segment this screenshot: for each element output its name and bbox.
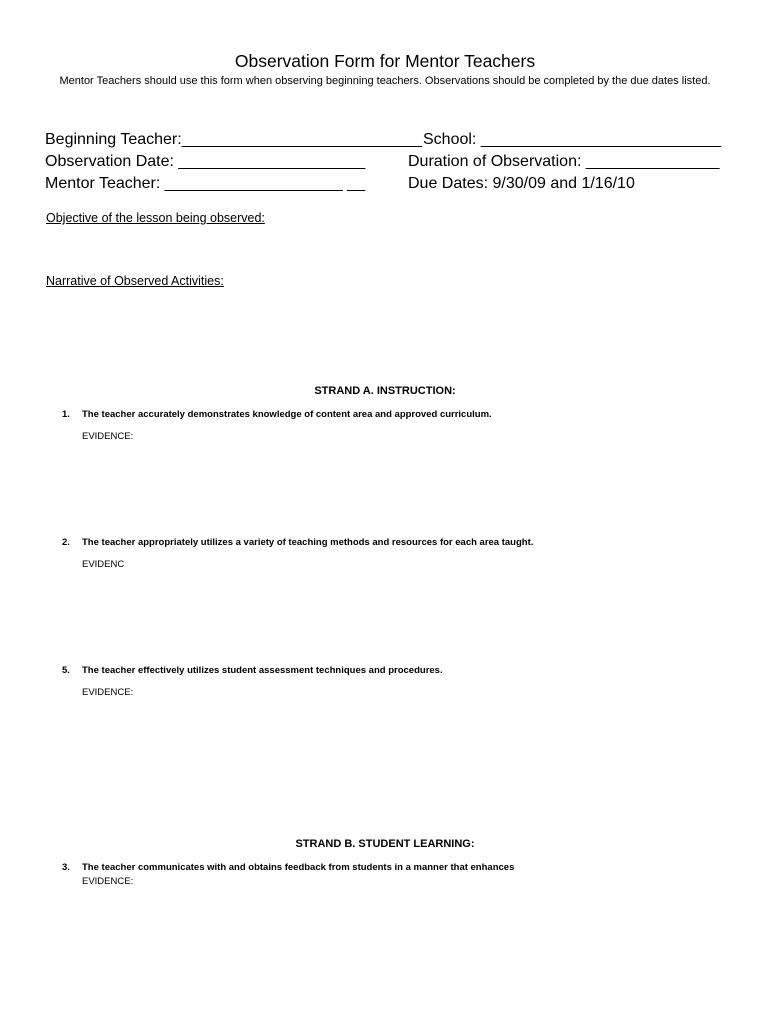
- school-field[interactable]: School: ___________________________: [423, 131, 722, 148]
- item-number: 5.: [62, 665, 70, 676]
- evidence-label: EVIDENC: [82, 559, 125, 570]
- item-number: 1.: [62, 409, 70, 420]
- item-text: The teacher accurately demonstrates knowledge of content area and approved curriculum.: [82, 409, 492, 420]
- evidence-label: EVIDENCE:: [82, 431, 134, 442]
- strand-a-heading: STRAND A. INSTRUCTION:: [314, 385, 456, 397]
- item-number: 2.: [62, 537, 70, 548]
- objective-label: Objective of the lesson being observed:: [46, 211, 265, 225]
- list-item: [62, 537, 533, 549]
- strand-b-heading: STRAND B. STUDENT LEARNING:: [295, 838, 475, 850]
- narrative-label: Narrative of Observed Activities:: [46, 274, 224, 288]
- evidence-label: EVIDENCE:: [82, 687, 134, 698]
- duration-field[interactable]: Duration of Observation: _______________: [408, 153, 720, 170]
- list-item: [62, 862, 514, 874]
- mentor-teacher-field[interactable]: Mentor Teacher: ____________________ __: [45, 175, 365, 192]
- evidence-label: EVIDENCE:: [82, 876, 134, 887]
- item-text: The teacher effectively utilizes student assessment techniques and procedures.: [82, 665, 443, 676]
- observation-date-field[interactable]: Observation Date: _____________________: [45, 153, 366, 170]
- page-title: Observation Form for Mentor Teachers: [234, 51, 536, 71]
- beginning-teacher-field[interactable]: Beginning Teacher:___________________________: [45, 131, 422, 148]
- due-dates-text: Due Dates: 9/30/09 and 1/16/10: [408, 175, 635, 192]
- list-item: [62, 665, 443, 677]
- item-number: 3.: [62, 862, 70, 873]
- item-text: The teacher appropriately utilizes a variety of teaching methods and resources for each area taught.: [82, 537, 534, 548]
- list-item: [62, 409, 492, 421]
- item-text: The teacher communicates with and obtains feedback from students in a manner that enhances: [82, 862, 515, 873]
- intro-text: Mentor Teachers should use this form when observing beginning teachers. Observations should be completed by the due dates listed.: [59, 75, 711, 87]
